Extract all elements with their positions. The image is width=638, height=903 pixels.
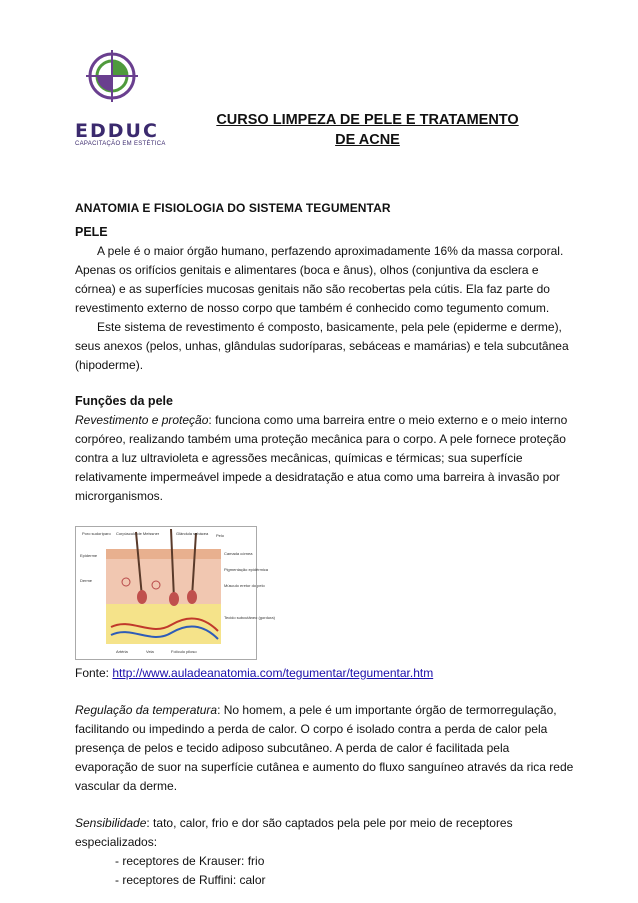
figure-label: Corpúsculo de Meissner [116,531,160,536]
figure-label: Músculo eretor do pelo [224,583,265,588]
figure-label: Glândula sebácea [176,531,209,536]
list-item: - receptores de Ruffini: calor [115,873,266,887]
section-title: ANATOMIA E FISIOLOGIA DO SISTEMA TEGUMENTAR [75,201,391,215]
title-line-1: CURSO LIMPEZA DE PELE E TRATAMENTO [216,112,519,128]
title-line-2: DE ACNE [335,132,400,148]
figure-label: Poro sudoríparo [82,531,111,536]
sensibilidade-text: : tato, calor, frio e dor são captados pela pele por meio de receptores especializados: [75,816,513,849]
sensibilidade-paragraph [75,814,575,852]
funcoes-heading: Funções da pele [75,394,173,408]
figure-label: Camada córnea [224,551,253,556]
sensibilidade-term: Sensibilidade [75,816,147,830]
brand-name: EDDUC [75,120,159,142]
figure-label: Artéria [116,649,128,654]
figure-label: Folículo piloso [171,649,197,654]
figure-label: Derme [80,578,93,583]
document-title [180,110,555,150]
figure-label: Epiderme [80,553,98,558]
revestimento-paragraph [75,411,575,506]
regulacao-paragraph [75,701,575,796]
figure-label: Pigmentação epidérmica [224,567,269,572]
figure-label: Veia [146,649,154,654]
regulacao-term: Regulação da temperatura [75,703,218,717]
figure-label: Tecido subcutâneo (gordura) [224,615,275,620]
revestimento-term: Revestimento e proteção [75,413,209,427]
list-item: - receptores de Krauser: frio [115,854,265,868]
figure-label: Pelo [216,533,225,538]
skin-anatomy-figure [75,526,275,660]
skin-diagram-illustration [76,527,275,659]
pele-paragraph-1: A pele é o maior órgão humano, perfazendo aproximadamente 16% da massa corporal. Apenas os orifícios genitais e alimentares (boca e ânus), olhos (conjuntiva da esclera e córnea) e as superfícies mucosas genitais não são recobertas pela cútis. Ela faz parte do revestimento externo de nosso corpo que também é conhecido como tegumento comum. [75,244,564,315]
document-body [75,223,575,890]
fonte-link[interactable]: http://www.auladeanatomia.com/tegumentar/tegumentar.htm [112,666,434,680]
brand-tagline: CAPACITAÇÃO EM ESTÉTICA [75,141,166,147]
fonte-label: Fonte: [75,666,113,680]
pele-paragraph-2: Este sistema de revestimento é composto, basicamente, pela pele (epiderme e derme), seus anexos (pelos, unhas, glândulas sudoríparas, sebáceas e mamárias) e tela subcutânea (hipoderme). [75,320,569,372]
regulacao-text: : No homem, a pele é um importante órgão de termorregulação, facilitando ou impedindo a perda de calor. O corpo é isolado contra a perda de calor pela presença de pelos e tecido adiposo subcutâneo. A perda de calor é facilitada pela evaporação de suor na superfície cutânea e aumento do fluxo sanguíneo através da rica rede vascular da derme. [75,703,574,793]
fonte-line [75,664,575,683]
revestimento-text: : funciona como uma barreira entre o meio externo e o meio interno corpóreo, realizando também uma proteção mecânica para o corpo. A pele fornece proteção contra a luz ultravioleta e agressões mecânicas, químicas e térmicas; sua superfície relativamente impermeável impede a desidratação e atua como uma barreira à invasão por microrganismos. [75,413,568,503]
pele-heading: PELE [75,225,108,239]
